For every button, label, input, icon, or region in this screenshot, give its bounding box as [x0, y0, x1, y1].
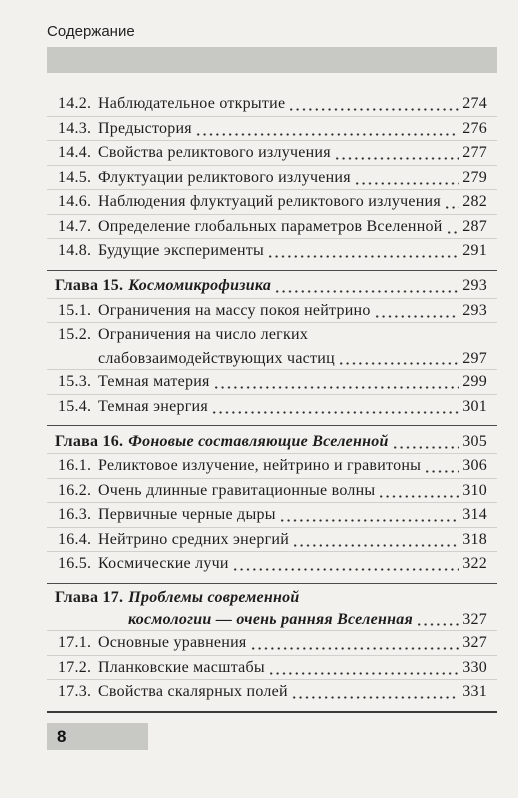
entry-title: Наблюдения флуктуаций реликтового излучения: [98, 193, 441, 210]
dot-leader: [232, 552, 460, 577]
entry-page-number: 293: [462, 301, 487, 319]
toc-entry: [47, 166, 497, 191]
toc-entry: [47, 454, 497, 479]
dot-leader: [338, 347, 459, 371]
footer-rule: [47, 711, 497, 713]
entry-number: 16.4.: [58, 530, 92, 548]
dot-leader: [291, 680, 460, 705]
entry-page-number: 322: [462, 555, 487, 572]
entry-line: [58, 395, 487, 420]
entry-line: [58, 479, 487, 504]
entry-page-number: 314: [462, 506, 487, 523]
entry-page-number: 274: [462, 95, 487, 112]
entry-title: Предыстория: [98, 119, 192, 137]
toc-entry: [47, 656, 497, 681]
entry-number: 14.5.: [58, 168, 92, 186]
entry-number: 16.5.: [58, 555, 92, 572]
toc-section: [47, 583, 497, 705]
entry-title: Планковские масштабы: [98, 658, 265, 676]
dot-leader: [213, 370, 460, 395]
dot-leader: [424, 454, 459, 479]
dot-leader: [374, 299, 460, 324]
dot-leader: [250, 631, 460, 656]
dot-leader: [279, 503, 460, 528]
entry-line: [58, 656, 487, 681]
entry-line: [58, 141, 487, 166]
entry-title: Темная материя: [98, 373, 210, 390]
entry-title: Первичные черные дыры: [98, 506, 276, 523]
entry-title: Флуктуации реликтового излучения: [98, 168, 351, 186]
entry-line: [55, 587, 487, 609]
entry-page-number: 306: [462, 457, 487, 474]
toc-entry: [47, 370, 497, 395]
entry-line: [58, 323, 487, 347]
entry-number: 16.3.: [58, 506, 92, 523]
dot-leader: [446, 215, 460, 240]
entry-line: [55, 274, 487, 299]
running-header-title: Содержание: [47, 23, 135, 40]
entry-title: Реликтовое излучение, нейтрино и гравитоны: [98, 457, 422, 474]
entry-title: Нейтрино средних энергий: [98, 530, 290, 548]
footer-page-number: 8: [47, 723, 148, 750]
entry-number: 14.4.: [58, 144, 92, 161]
toc-entry: [47, 528, 497, 553]
entry-line: [58, 528, 487, 553]
entry-title-line-2: слабовзаимодействующих частиц: [98, 349, 335, 367]
entry-line: [58, 347, 487, 371]
toc-entry: [47, 395, 497, 420]
dot-leader: [416, 609, 459, 631]
entry-number: 14.8.: [58, 242, 92, 259]
entry-page-number: 297: [462, 349, 487, 367]
table-of-contents: [47, 92, 497, 705]
entry-line: [58, 552, 487, 577]
toc-entry: [47, 190, 497, 215]
toc-entry: [47, 503, 497, 528]
dot-leader: [378, 479, 459, 504]
entry-number: 16.2.: [58, 481, 92, 499]
chapter-label: Глава 17.: [55, 589, 124, 606]
entry-line: [58, 631, 487, 656]
dot-leader: [268, 656, 459, 681]
entry-title: Темная энергия: [98, 397, 208, 415]
entry-number: 17.1.: [58, 634, 92, 651]
toc-entry: [47, 631, 497, 656]
toc-section: [47, 92, 497, 264]
entry-line: [58, 117, 487, 142]
dot-leader: [444, 190, 459, 215]
toc-entry: [47, 92, 497, 117]
chapter-label: Глава 16.: [55, 432, 124, 450]
toc-entry: [47, 680, 497, 705]
entry-title: Космические лучи: [98, 555, 229, 572]
entry-title: Будущие эксперименты: [98, 242, 265, 259]
entry-line: [58, 215, 487, 240]
entry-line: [58, 503, 487, 528]
entry-page-number: 330: [462, 658, 487, 676]
entry-line: [58, 190, 487, 215]
dot-leader: [288, 92, 459, 117]
chapter-label: Глава 15.: [55, 277, 124, 294]
toc-entry: [47, 141, 497, 166]
entry-number: 15.2.: [58, 326, 92, 343]
entry-page-number: 282: [462, 193, 487, 210]
entry-number: 14.2.: [58, 95, 92, 112]
entry-number: 15.1.: [58, 301, 92, 319]
entry-page-number: 318: [462, 530, 487, 548]
chapter-page-number: 305: [462, 432, 487, 450]
chapter-heading: [47, 587, 497, 631]
entry-title: Определение глобальных параметров Вселенной: [98, 217, 443, 235]
entry-page-number: 301: [462, 397, 487, 415]
dot-leader: [354, 166, 459, 191]
dot-leader: [334, 141, 459, 166]
entry-number: 15.4.: [58, 397, 92, 415]
entry-line: [58, 92, 487, 117]
entry-title: Основные уравнения: [98, 634, 247, 651]
chapter-page-number: 293: [462, 277, 487, 294]
entry-line: [58, 239, 487, 264]
entry-line: [58, 680, 487, 705]
dot-leader: [195, 117, 459, 142]
entry-title-line-1: Ограничения на число легких: [98, 326, 309, 343]
entry-number: 14.3.: [58, 119, 92, 137]
entry-line: [55, 609, 487, 631]
dot-leader: [211, 395, 459, 420]
entry-number: 15.3.: [58, 373, 92, 390]
entry-number: 14.7.: [58, 217, 92, 235]
toc-entry: [47, 215, 497, 240]
chapter-page-number: 327: [462, 611, 487, 628]
entry-number: 17.2.: [58, 658, 92, 676]
entry-page-number: 327: [462, 634, 487, 651]
entry-title: Свойства реликтового излучения: [98, 144, 331, 161]
toc-entry: [47, 323, 497, 370]
chapter-title-line-1: Проблемы современной: [128, 589, 300, 606]
chapter-title: Космомикрофизика: [128, 277, 272, 294]
toc-entry: [47, 117, 497, 142]
chapter-heading: [47, 430, 497, 455]
toc-entry: [47, 239, 497, 264]
entry-line: [55, 430, 487, 455]
entry-page-number: 291: [462, 242, 487, 259]
entry-page-number: 279: [462, 168, 487, 186]
entry-line: [58, 299, 487, 324]
entry-page-number: 277: [462, 144, 487, 161]
chapter-title-line-2: космологии — очень ранняя Вселенная: [128, 611, 413, 628]
dot-leader: [267, 239, 459, 264]
entry-number: 17.3.: [58, 683, 92, 700]
entry-page-number: 276: [462, 119, 487, 137]
dot-leader: [392, 430, 460, 455]
entry-number: 14.6.: [58, 193, 92, 210]
entry-page-number: 331: [462, 683, 487, 700]
entry-line: [58, 370, 487, 395]
entry-title: Наблюдательное открытие: [98, 95, 286, 112]
toc-entry: [47, 479, 497, 504]
toc-section: [47, 425, 497, 577]
entry-page-number: 299: [462, 373, 487, 390]
entry-line: [58, 454, 487, 479]
dot-leader: [292, 528, 459, 553]
entry-line: [58, 166, 487, 191]
dot-leader: [274, 274, 459, 299]
chapter-title: Фоновые составляющие Вселенной: [128, 432, 389, 450]
entry-title: Очень длинные гравитационные волны: [98, 481, 376, 499]
entry-title: Свойства скалярных полей: [98, 683, 288, 700]
entry-title: Ограничения на массу покоя нейтрино: [98, 301, 371, 319]
toc-entry: [47, 299, 497, 324]
entry-page-number: 287: [462, 217, 487, 235]
chapter-heading: [47, 274, 497, 299]
toc-entry: [47, 552, 497, 577]
toc-section: [47, 270, 497, 420]
entry-number: 16.1.: [58, 457, 92, 474]
entry-page-number: 310: [462, 481, 487, 499]
header-band: [47, 47, 497, 73]
